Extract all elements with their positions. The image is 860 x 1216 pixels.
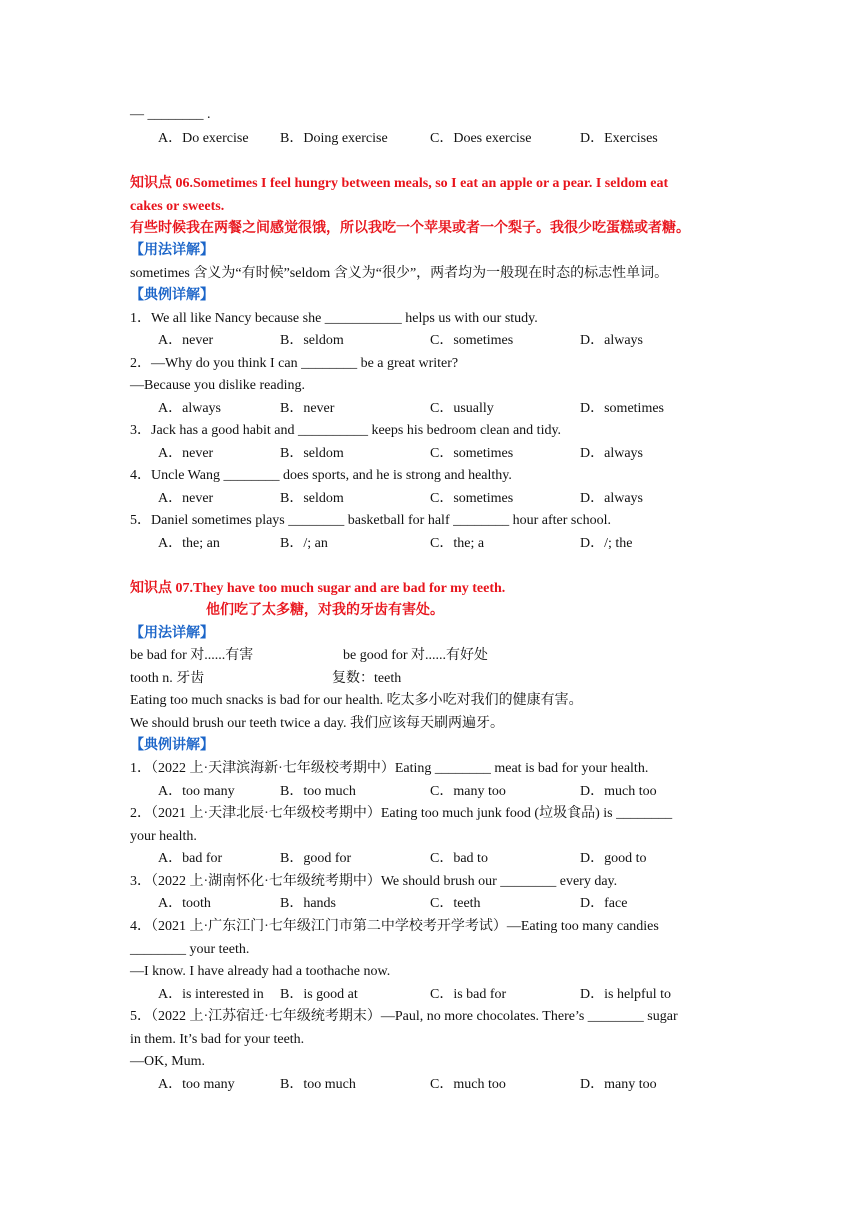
option-c: C．many too [430, 784, 506, 799]
question-stem: 4．Uncle Wang ________ does sports, and he is strong and healthy. [130, 468, 512, 483]
question-stem: 5．Daniel sometimes plays ________ basketball for half ________ hour after school. [130, 513, 611, 528]
question-stem: 5．（2022 上·江苏宿迁·七年级统考期末）—Paul, no more chocolates. There’s ________ sugar [130, 1009, 678, 1024]
option-d: D．always [580, 333, 643, 348]
kp6-title: 知识点 06.Sometimes I feel hungry between meals, so I eat an apple or a pear. I seldom eat [130, 176, 669, 191]
option-a: A．never [158, 333, 214, 348]
option-a: A．never [158, 446, 214, 461]
question-stem-cont: ________ your teeth. [130, 942, 250, 957]
option-d: D．always [580, 446, 643, 461]
question-stem-cont: —Because you dislike reading. [130, 378, 305, 393]
option-c: C．bad to [430, 851, 488, 866]
question-stem-cont: your health. [130, 829, 197, 844]
option-c: C．Does exercise [430, 131, 532, 146]
usage-phrase: be good for 对......有好处 [343, 648, 489, 663]
option-b: B．seldom [280, 333, 344, 348]
option-c: C．is bad for [430, 987, 507, 1002]
option-a: A．is interested in [158, 987, 264, 1002]
kp7-translation: 他们吃了太多糖，对我的牙齿有害处。 [206, 603, 444, 618]
question-stem: — ________ . [130, 107, 211, 122]
kp7-title: 知识点 07.They have too much sugar and are bad for my teeth. [130, 581, 506, 596]
option-a: A．bad for [158, 851, 223, 866]
option-d: D．many too [580, 1077, 657, 1092]
option-d: D．sometimes [580, 401, 664, 416]
option-c: C．sometimes [430, 446, 514, 461]
option-d: D．/; the [580, 536, 633, 551]
option-b: B．is good at [280, 987, 358, 1002]
question-stem-cont: in them. It’s bad for your teeth. [130, 1032, 305, 1047]
option-a: A．too many [158, 784, 235, 799]
usage-text: sometimes 含义为“有时候”seldom 含义为“很少”，两者均为一般现在时态的标志性单词。 [130, 266, 669, 281]
option-a: A．too many [158, 1077, 235, 1092]
option-d: D．always [580, 491, 643, 506]
option-b: B．too much [280, 1077, 356, 1092]
question-stem: 1．We all like Nancy because she ___________ helps us with our study. [130, 311, 538, 326]
usage-word: tooth n. 牙齿 [130, 671, 205, 686]
option-b: B．good for [280, 851, 352, 866]
option-a: A．never [158, 491, 214, 506]
usage-example: We should brush our teeth twice a day. 我们应该每天刷两遍牙。 [130, 716, 504, 731]
option-b: B．hands [280, 896, 336, 911]
option-c: C．the; a [430, 536, 485, 551]
usage-heading: 【用法详解】 [130, 243, 214, 258]
question-stem: 4．（2021 上·广东江门·七年级江门市第二中学校考开学考试）—Eating too many candies [130, 919, 659, 934]
option-b: B．never [280, 401, 335, 416]
usage-heading: 【用法详解】 [130, 626, 214, 641]
option-d: D．good to [580, 851, 647, 866]
usage-plural: 复数：teeth [332, 671, 402, 686]
kp6-title-cont: cakes or sweets. [130, 199, 225, 214]
usage-example: Eating too much snacks is bad for our health. 吃太多小吃对我们的健康有害。 [130, 693, 583, 708]
usage-phrase: be bad for 对......有害 [130, 648, 254, 663]
option-d: D．is helpful to [580, 987, 671, 1002]
option-b: B．seldom [280, 491, 344, 506]
option-b: B．Doing exercise [280, 131, 388, 146]
examples-heading: 【典例详解】 [130, 288, 214, 303]
question-stem: 2．—Why do you think I can ________ be a great writer? [130, 356, 459, 371]
option-c: C．sometimes [430, 333, 514, 348]
question-stem: 3．Jack has a good habit and __________ keeps his bedroom clean and tidy. [130, 423, 562, 438]
option-a: A．tooth [158, 896, 211, 911]
option-d: D．face [580, 896, 628, 911]
question-stem: 1．（2022 上·天津滨海新·七年级校考期中）Eating ________ meat is bad for your health. [130, 761, 649, 776]
option-c: C．teeth [430, 896, 481, 911]
question-stem-cont: —I know. I have already had a toothache now. [130, 964, 391, 979]
option-c: C．usually [430, 401, 494, 416]
examples-heading: 【典例讲解】 [130, 738, 214, 753]
option-d: D．much too [580, 784, 657, 799]
option-c: C．sometimes [430, 491, 514, 506]
option-a: A．Do exercise [158, 131, 249, 146]
question-stem-cont: —OK, Mum. [130, 1054, 206, 1069]
option-a: A．always [158, 401, 221, 416]
question-stem: 3．（2022 上·湖南怀化·七年级统考期中）We should brush our ________ every day. [130, 874, 618, 889]
option-b: B．/; an [280, 536, 328, 551]
option-c: C．much too [430, 1077, 506, 1092]
question-stem: 2．（2021 上·天津北辰·七年级校考期中）Eating too much junk food (垃圾食品) is ________ [130, 806, 673, 821]
option-a: A．the; an [158, 536, 220, 551]
option-b: B．too much [280, 784, 356, 799]
kp6-translation: 有些时候我在两餐之间感觉很饿，所以我吃一个苹果或者一个梨子。我很少吃蛋糕或者糖。 [130, 221, 690, 236]
option-b: B．seldom [280, 446, 344, 461]
option-d: D．Exercises [580, 131, 658, 146]
